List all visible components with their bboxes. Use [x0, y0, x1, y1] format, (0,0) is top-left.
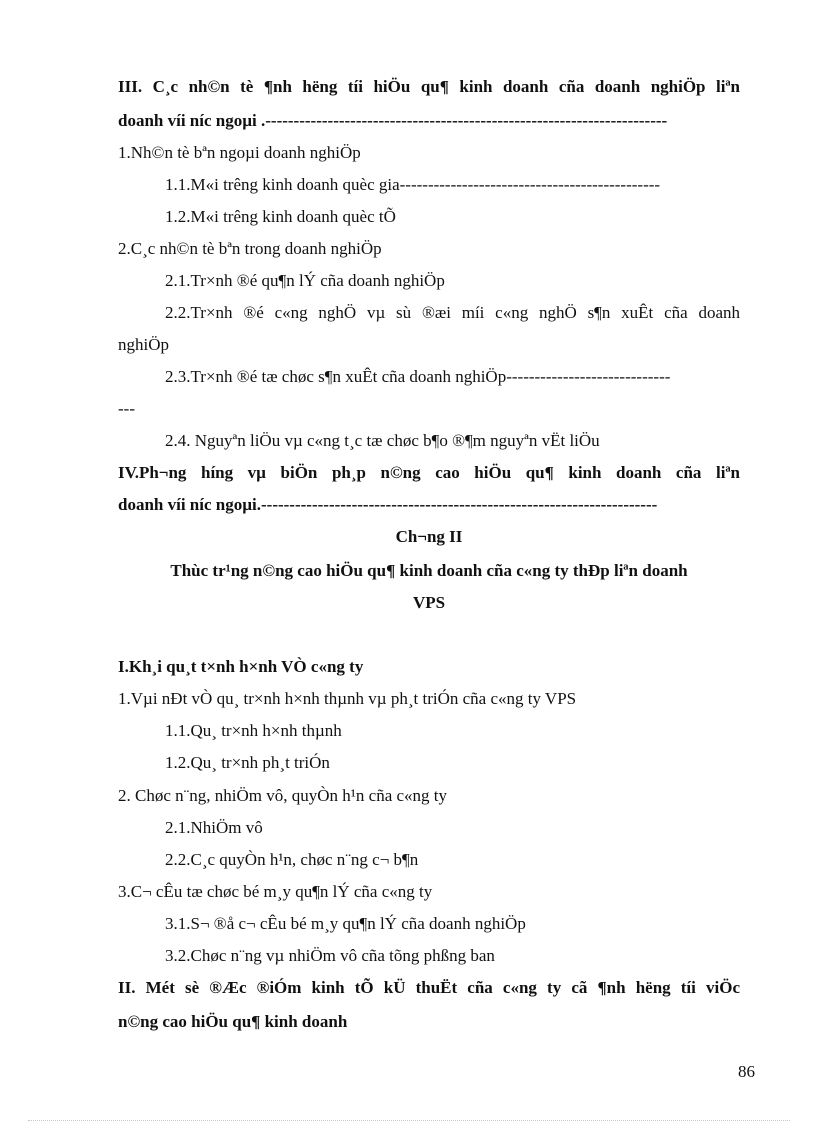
toc-line-chapter-ii-section-i: I.Kh¸i qu¸t t×nh h×nh VÒ c«ng ty — [118, 657, 364, 676]
toc-line-1: 1.Nh©n tè bªn ngoµi doanh nghiÖp — [118, 143, 361, 162]
toc-line-ii-3: 3.C¬ cÊu tæ chøc bé m¸y qu¶n lÝ cña c«ng ty — [118, 882, 433, 901]
toc-line-ii-1-1: 1.1.Qu¸ tr×nh h×nh thµnh — [165, 721, 342, 740]
toc-line-1-1: 1.1.M«i trêng kinh doanh quèc gia---------------------------------------------- — [165, 175, 661, 194]
chapter-title-cont: VPS — [412, 593, 446, 612]
toc-line-2-2-cont: nghiÖp — [118, 335, 169, 354]
page-number: 86 — [738, 1062, 755, 1081]
toc-line-chapter-ii-section-ii-cont: n©ng cao hiÖu qu¶ kinh doanh — [118, 1012, 348, 1031]
toc-line-ii-3-2: 3.2.Chøc n¨ng vµ nhiÖm vô cña tõng phßng ban — [165, 946, 495, 965]
toc-line-2-1: 2.1.Tr×nh ®é qu¶n lÝ cña doanh nghiÖp — [165, 271, 445, 290]
toc-line-1-2: 1.2.M«i trêng kinh doanh quèc tÕ — [165, 207, 396, 226]
toc-line-ii-2: 2. Chøc n¨ng, nhiÖm vô, quyÒn h¹n cña c«ng ty — [118, 786, 448, 805]
toc-line-ii-2-2: 2.2.C¸c quyÒn h¹n, chøc n¨ng c¬ b¶n — [165, 850, 419, 869]
toc-line-section-iv-cont: doanh víi níc ngoµi.---------------------------------------------------------------------- — [118, 495, 658, 514]
toc-line-2-3: 2.3.Tr×nh ®é tæ chøc s¶n xuÊt cña doanh nghiÖp----------------------------- — [165, 367, 671, 386]
toc-line-chapter-ii-section-ii: II. Mét sè ®Æc ®iÓm kinh tÕ kÜ thuËt cña c«ng ty cã ¶nh hëng tíi viÖc — [118, 978, 740, 997]
toc-line-section-iv: IV.Ph¬ng híng vµ biÖn ph¸p n©ng cao hiÖu qu¶ kinh doanh cña liªn — [118, 463, 740, 482]
toc-line-ii-1: 1.Vµi nÐt vÒ qu¸ tr×nh h×nh thµnh vµ ph¸t triÓn cña c«ng ty VPS — [118, 689, 577, 708]
toc-line-ii-2-1: 2.1.NhiÖm vô — [165, 818, 263, 837]
toc-line-2-3-cont: --- — [118, 399, 135, 418]
page-bottom-divider — [28, 1120, 790, 1121]
toc-line-ii-3-1: 3.1.S¬ ®å c¬ cÊu bé m¸y qu¶n lÝ cña doanh nghiÖp — [165, 914, 526, 933]
toc-line-2-2: 2.2.Tr×nh ®é c«ng nghÖ vµ sù ®æi míi c«ng nghÖ s¶n xuÊt cña doanh — [165, 303, 740, 322]
toc-line-2: 2.C¸c nh©n tè bªn trong doanh nghiÖp — [118, 239, 382, 258]
chapter-title: Thùc tr¹ng n©ng cao hiÖu qu¶ kinh doanh cña c«ng ty thÐp liªn doanh — [170, 561, 688, 580]
chapter-heading: Ch¬ng II — [395, 527, 463, 546]
toc-line-ii-1-2: 1.2.Qu¸ tr×nh ph¸t triÓn — [165, 753, 330, 772]
toc-line-section-iii: III. C¸c nh©n tè ¶nh hëng tíi hiÖu qu¶ kinh doanh cña doanh nghiÖp liªn — [118, 77, 740, 96]
toc-line-2-4: 2.4. Nguyªn liÖu vµ c«ng t¸c tæ chøc b¶o ®¶m nguyªn vËt liÖu — [165, 431, 600, 450]
toc-line-section-iii-cont: doanh víi níc ngoµi .----------------------------------------------------------------------- — [118, 111, 668, 130]
